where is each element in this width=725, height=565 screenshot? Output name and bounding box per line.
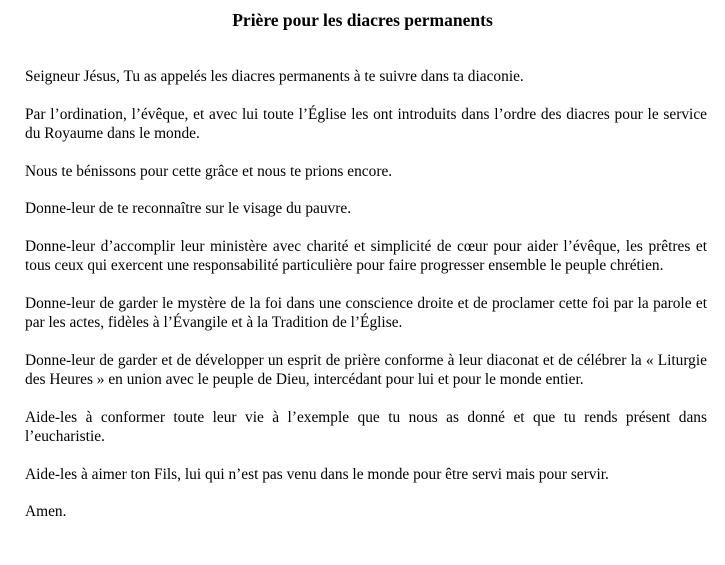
document-title: Prière pour les diacres permanents <box>232 10 493 30</box>
paragraph-ordination: Par l’ordination, l’évêque, et avec lui toute l’Église les ont introduits dans l’ordre des diacres pour le service du Royaume dans le monde. <box>25 105 707 142</box>
paragraph-ministry: Donne-leur d’accomplir leur ministère avec charité et simplicité de cœur pour aider l’évêque, les prêtres et tous ceux qui exercent une responsabilité particulière pour faire progresser ensemble le peuple chrétien. <box>25 237 707 274</box>
paragraph-love-son: Aide-les à aimer ton Fils, lui qui n’est pas venu dans le monde pour être servi mais pour servir. <box>25 465 609 483</box>
paragraph-mystery-of-faith: Donne-leur de garder le mystère de la foi dans une conscience droite et de proclamer cette foi par la parole et par les actes, fidèles à l’Évangile et à la Tradition de l’Église. <box>25 294 707 331</box>
paragraph-conform-life: Aide-les à conformer toute leur vie à l’exemple que tu nous as donné et que tu rends présent dans l’eucharistie. <box>25 408 707 445</box>
prayer-body <box>25 67 707 522</box>
paragraph-prayer-spirit: Donne-leur de garder et de développer un esprit de prière conforme à leur diaconat et de célébrer la « Liturgie des Heures » en union avec le peuple de Dieu, intercédant pour lui et pour le monde entier. <box>25 351 707 388</box>
paragraph-amen: Amen. <box>25 503 67 520</box>
paragraph-blessing: Nous te bénissons pour cette grâce et nous te prions encore. <box>25 162 393 180</box>
paragraph-recognize-poor: Donne-leur de te reconnaître sur le visage du pauvre. <box>25 200 352 217</box>
paragraph-invocation: Seigneur Jésus, Tu as appelés les diacres permanents à te suivre dans ta diaconie. <box>25 68 524 85</box>
